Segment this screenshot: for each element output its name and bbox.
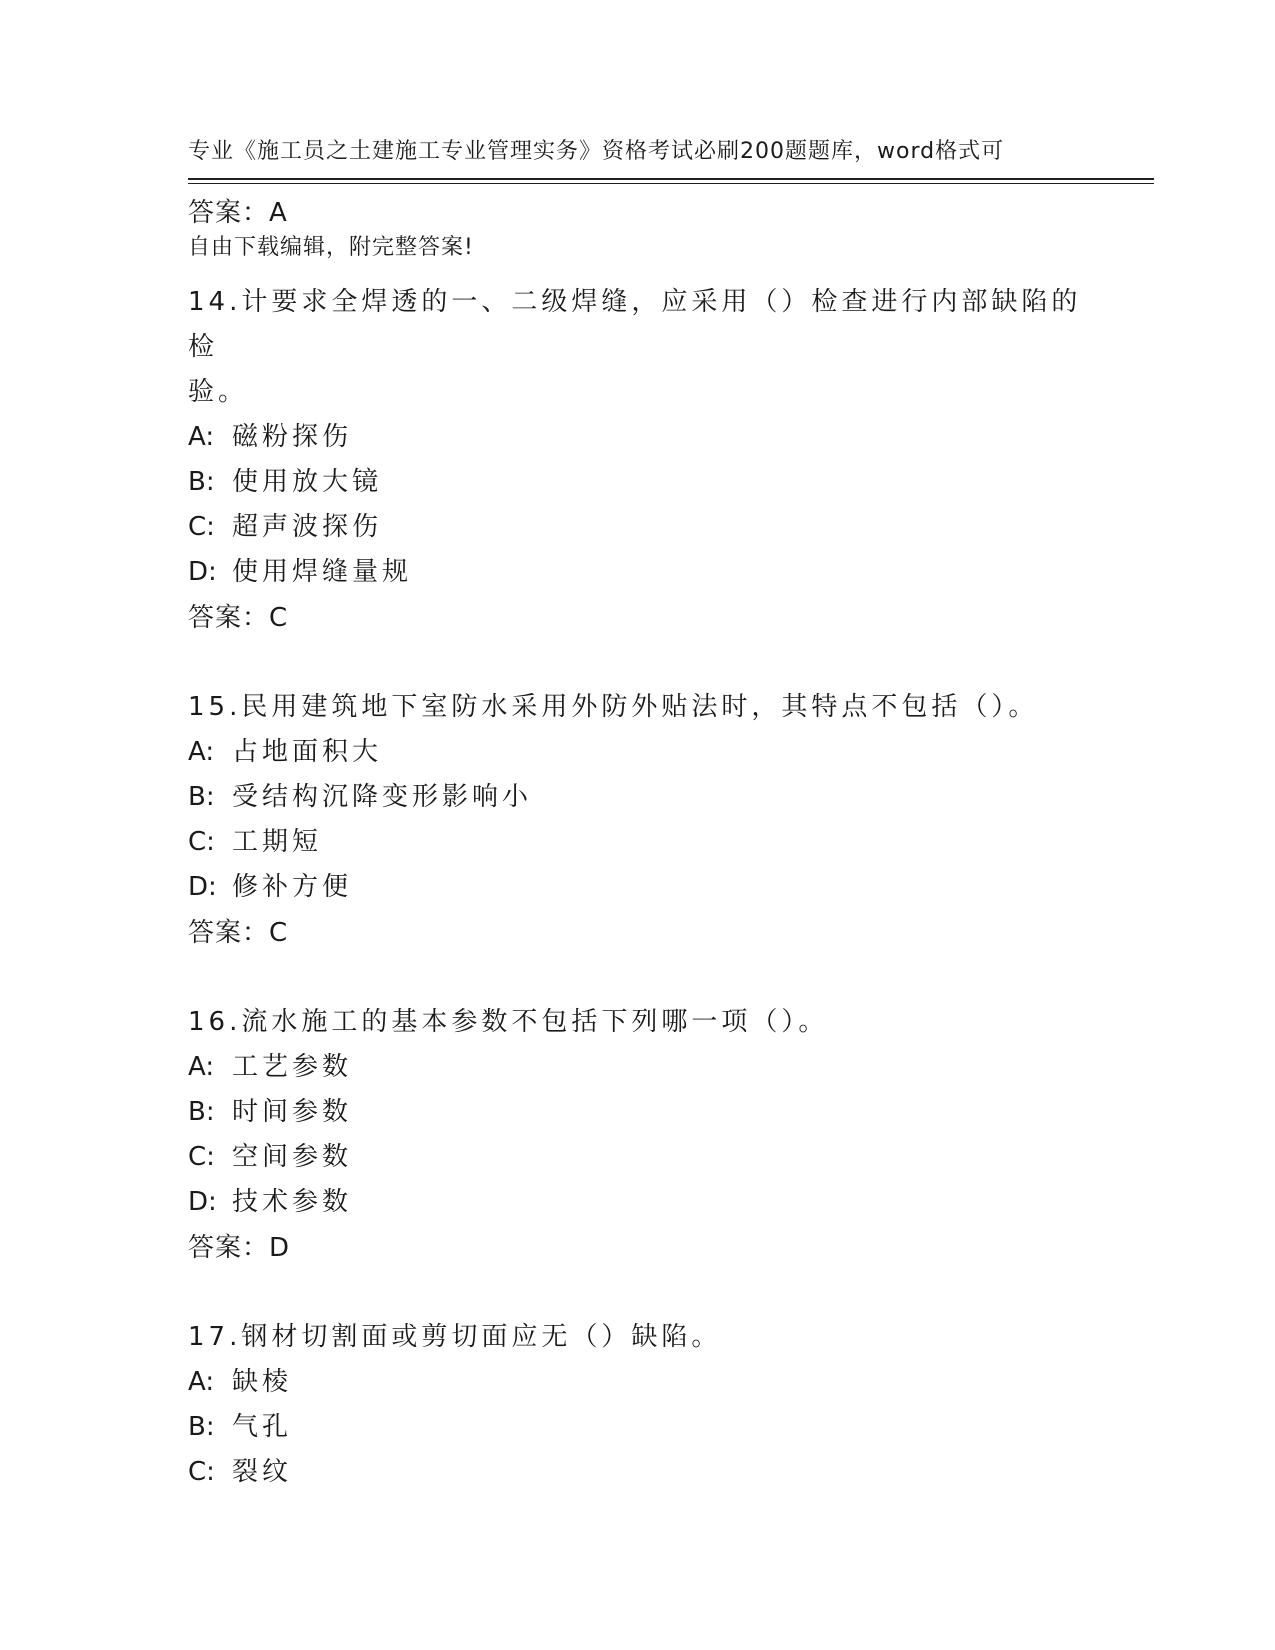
option-letter: B: [188,1097,215,1127]
option-b [188,1405,1088,1450]
option-text: 使用焊缝量规 [232,557,413,587]
option-letter: B: [188,1412,215,1442]
option-text: 工期短 [232,827,323,857]
option-letter: C: [188,1457,215,1487]
option-text: 修补方便 [232,872,353,902]
question-stem: 14.计要求全焊透的一、二级焊缝，应采用（）检查进行内部缺陷的检 [188,287,1082,362]
option-b [188,460,1088,505]
question-list [188,190,1088,1495]
header-line-1: 专业《施工员之土建施工专业管理实务》资格考试必刷200题题库，word格式可 [188,139,1005,164]
option-text: 使用放大镜 [232,467,383,497]
option-a [188,1045,1088,1090]
option-text: 磁粉探伤 [232,422,353,452]
answer: 答案：D [188,1233,291,1263]
option-c [188,1135,1088,1180]
option-text: 裂纹 [232,1457,293,1487]
question-stem: 15.民用建筑地下室防水采用外防外贴法时，其特点不包括（）。 [188,692,1039,722]
option-text: 占地面积大 [232,737,383,767]
option-text: 超声波探伤 [232,512,383,542]
header-line-2: 自由下载编辑，附完整答案! [188,235,474,260]
option-letter: C: [188,512,215,542]
option-text: 缺棱 [232,1367,293,1397]
question-stem-continued: 验。 [188,377,249,407]
option-letter: B: [188,467,215,497]
option-letter: B: [188,782,215,812]
answer: 答案：C [188,918,289,948]
option-text: 气孔 [232,1412,293,1442]
option-text: 时间参数 [232,1097,353,1127]
question-stem: 16.流水施工的基本参数不包括下列哪一项（）。 [188,1007,829,1037]
header-divider [188,178,1154,184]
option-letter: A: [188,737,215,767]
option-c [188,820,1088,865]
option-text: 空间参数 [232,1142,353,1172]
option-a [188,730,1088,775]
option-letter: D: [188,872,217,902]
option-b [188,775,1088,820]
option-text: 工艺参数 [232,1052,353,1082]
question-14 [188,280,1088,641]
question-16 [188,1000,1088,1271]
option-letter: D: [188,557,217,587]
option-letter: A: [188,1367,215,1397]
option-text: 受结构沉降变形影响小 [232,782,533,812]
option-b [188,1090,1088,1135]
option-a [188,415,1088,460]
previous-answer: 答案：A [188,198,288,228]
option-letter: A: [188,1052,215,1082]
question-15 [188,685,1088,956]
option-a [188,1360,1088,1405]
option-c [188,1450,1088,1495]
option-c [188,505,1088,550]
question-stem: 17.钢材切割面或剪切面应无（）缺陷。 [188,1322,722,1352]
option-letter: D: [188,1187,217,1217]
answer: 答案：C [188,603,289,633]
option-d [188,865,1088,910]
option-letter: C: [188,1142,215,1172]
question-17 [188,1315,1088,1495]
option-d [188,1180,1088,1225]
option-text: 技术参数 [232,1187,353,1217]
option-d [188,550,1088,595]
option-letter: A: [188,422,215,452]
option-letter: C: [188,827,215,857]
